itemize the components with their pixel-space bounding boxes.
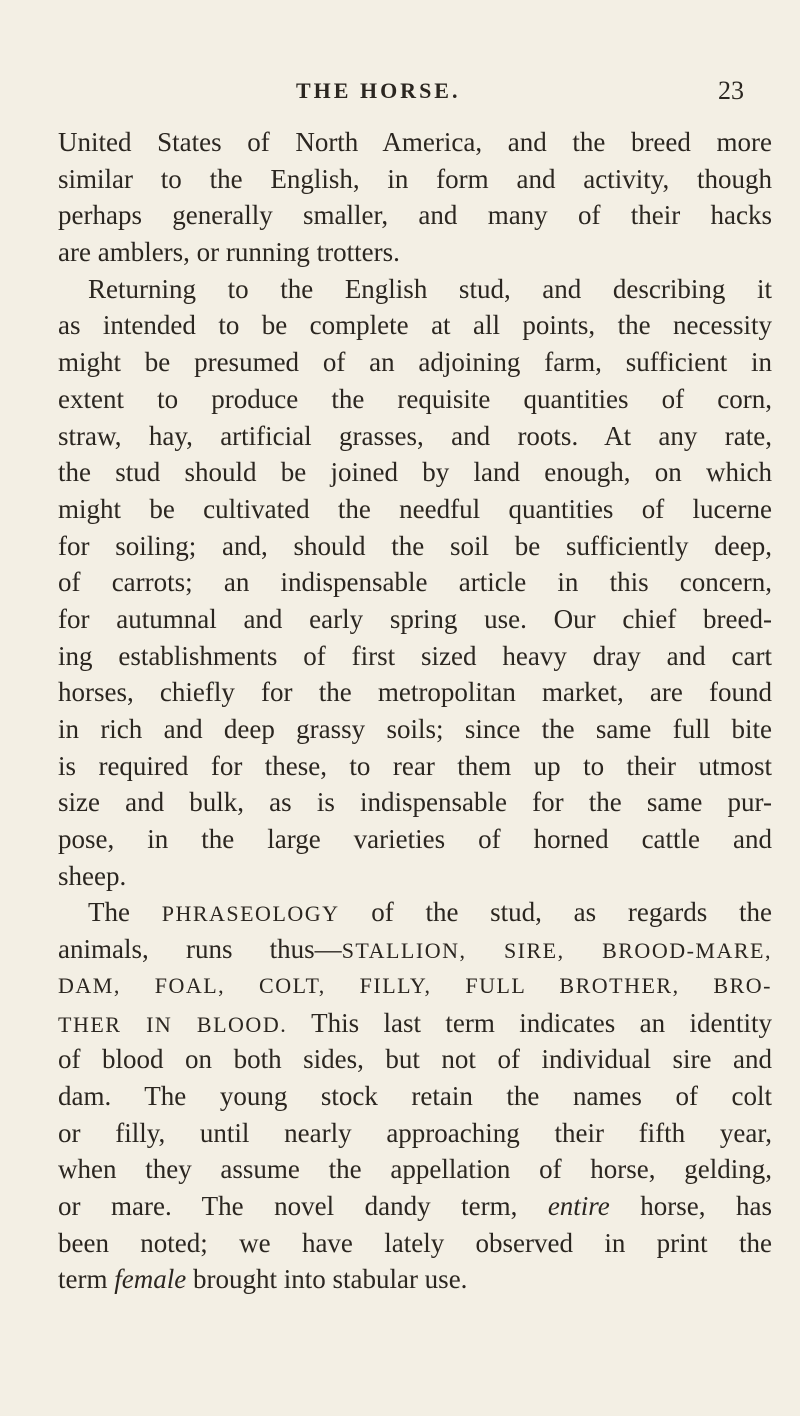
text-line: sheep. [58,860,127,891]
text-line: of blood on both sides, but not of individual sire and [58,1044,772,1075]
text-run: or mare. The novel dandy term, [58,1190,548,1221]
text-line: might be cultivated the needful quantities of lucerne [58,493,772,524]
page-number: 23 [718,76,744,105]
text-line [58,894,772,931]
text-run: of the stud, as regards the [339,897,773,928]
text-line: been noted; we have lately observed in print the [58,1227,772,1258]
text-line [58,931,772,968]
text-line: as intended to be complete at all points, the necessity [58,310,772,341]
small-caps-term: STALLION, SIRE, BROOD-MARE, [341,938,772,964]
small-caps-term: PHRASEOLOGY [161,901,340,927]
text-line: are amblers, or running trotters. [58,237,400,268]
italic-term: entire [547,1190,610,1221]
text-line: or filly, until nearly approaching their fifth year, [58,1117,772,1148]
text-line: DAM, FOAL, COLT, FILLY, FULL BROTHER, BRO- [58,972,772,998]
text-line: straw, hay, artificial grasses, and roots. At any rate, [58,420,772,451]
small-caps-term: THER IN BLOOD. [58,1011,288,1037]
text-line: when they assume the appellation of horse, gelding, [58,1154,772,1185]
text-run: brought into stabular use. [186,1264,468,1295]
text-run: animals, runs thus— [58,934,342,965]
text-line: the stud should be joined by land enough, on which [58,457,772,488]
text-line [58,1188,772,1225]
text-run: This last term indicates an identity [287,1007,772,1038]
text-line: ing establishments of first sized heavy dray and cart [58,640,772,671]
text-line [58,1005,772,1042]
text-line: for autumnal and early spring use. Our chief breed- [58,603,772,634]
text-line: is required for these, to rear them up to their utmost [58,750,772,781]
running-head [0,78,800,108]
text-line: horses, chiefly for the metropolitan market, are found [58,677,772,708]
text-line: of carrots; an indispensable article in this concern, [58,567,772,598]
text-line: Returning to the English stud, and describing it [88,273,772,304]
italic-term: female [114,1264,187,1295]
text-line: for soiling; and, should the soil be sufficiently deep, [58,530,772,561]
text-run: The [88,897,162,928]
text-run: term [58,1264,115,1295]
text-line [58,1261,772,1298]
text-line: similar to the English, in form and activity, though [58,163,772,194]
text-line: size and bulk, as is indispensable for the same pur- [58,787,772,818]
text-line: pose, in the large varieties of horned cattle and [58,824,772,855]
text-line: extent to produce the requisite quantities of corn, [58,383,772,414]
text-line: perhaps generally smaller, and many of their hacks [58,200,772,231]
body-text [58,124,772,1298]
text-line: United States of North America, and the breed more [58,127,772,157]
running-head-title: THE HORSE. [296,78,461,103]
text-line: might be presumed of an adjoining farm, sufficient in [58,347,772,378]
text-run: horse, has [609,1190,772,1221]
text-line: in rich and deep grassy soils; since the same full bite [58,714,772,744]
text-line: dam. The young stock retain the names of colt [58,1080,772,1111]
